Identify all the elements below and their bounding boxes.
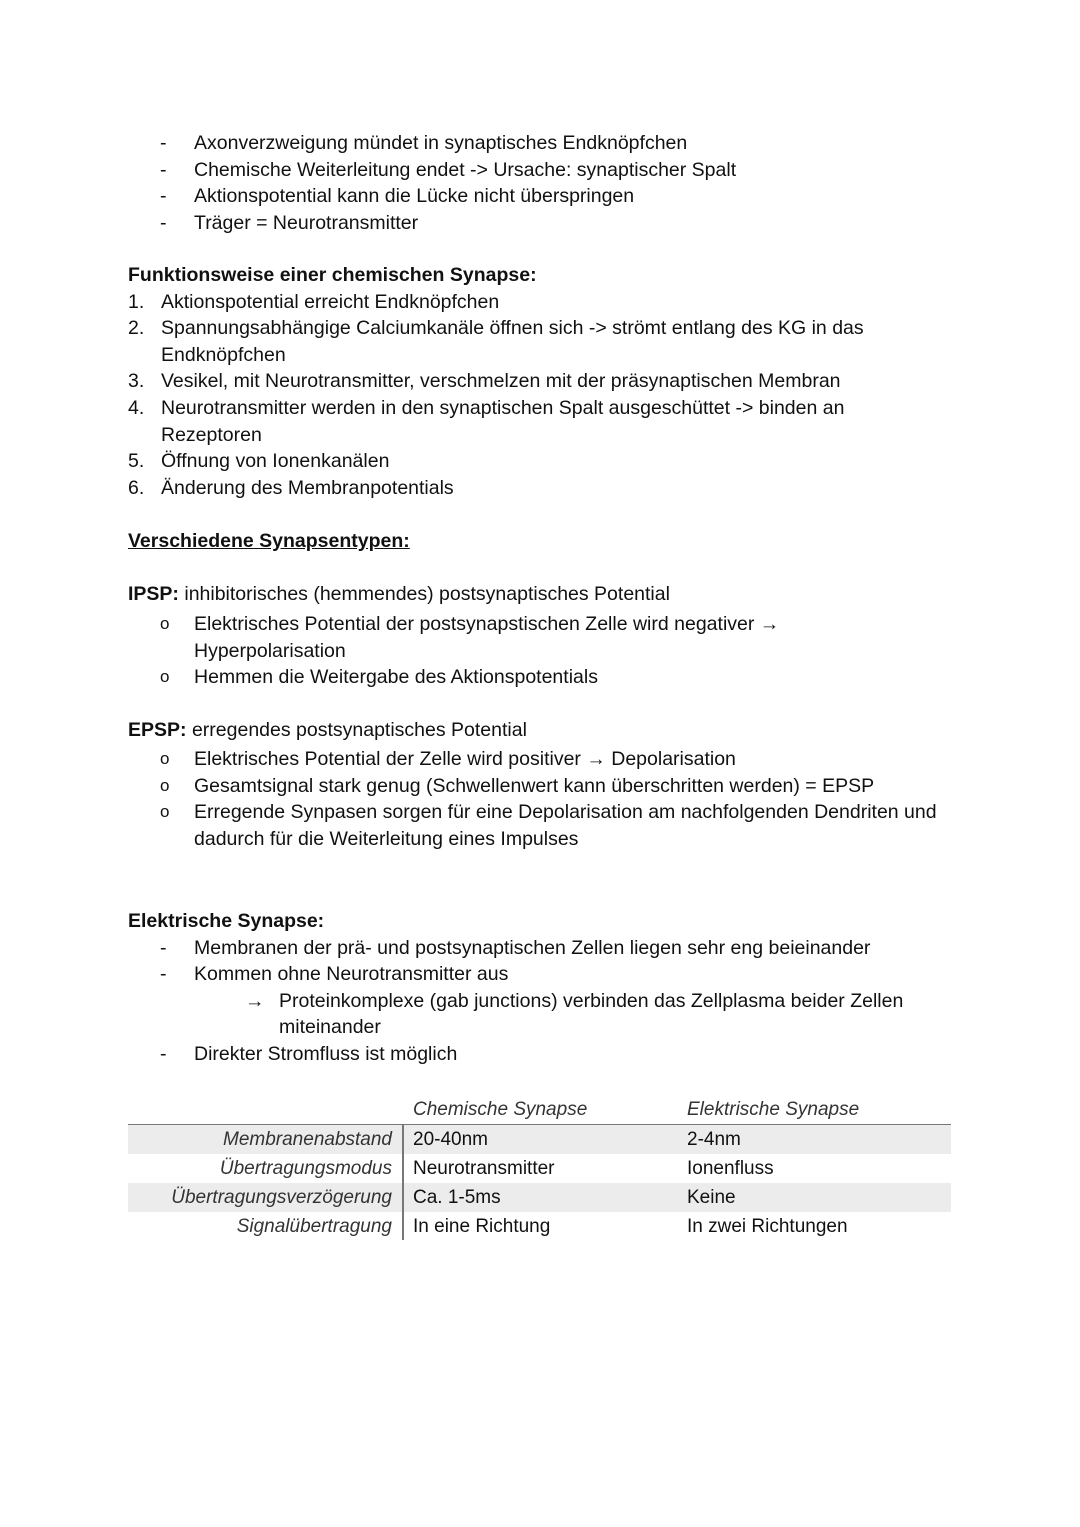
numbered-item-cont: Rezeptoren [161, 423, 262, 446]
section-heading: Verschiedene Synapsentypen: [128, 530, 410, 552]
list-item: o Hemmen die Weitergabe des Aktionspotentials [160, 666, 598, 689]
row-label: Übertragungsverzögerung [171, 1187, 392, 1208]
column-header: Chemische Synapse [413, 1099, 588, 1120]
numbered-item: 3. Vesikel, mit Neurotransmitter, verschmelzen mit der präsynaptischen Membran [128, 370, 841, 393]
intro-bullet-list [0, 130, 1080, 236]
table-row: Membranenabstand 20-40nm 2-4nm [128, 1125, 951, 1154]
epsp-bullets [0, 746, 1080, 852]
comparison-table [128, 1094, 951, 1241]
table-header [128, 1094, 951, 1125]
list-item: o Elektrisches Potential der postsynapstischen Zelle wird negativer → [160, 613, 780, 635]
list-item: o Gesamtsignal stark genug (Schwellenwert kann überschritten werden) = EPSP [160, 774, 875, 797]
epsp-definition: EPSP: erregendes postsynaptisches Potential [128, 719, 527, 741]
section-heading: Funktionsweise einer chemischen Synapse: [128, 264, 537, 286]
table-divider [402, 1124, 404, 1240]
numbered-item: 5. Öffnung von Ionenkanälen [128, 450, 390, 473]
table-row: Übertragungsverzögerung Ca. 1-5ms Keine [128, 1183, 951, 1212]
section-heading: Elektrische Synapse: [128, 910, 325, 932]
sub-list-item-cont: miteinander [279, 1016, 381, 1039]
ipsp-block [0, 581, 1080, 608]
list-item: - Aktionspotential kann die Lücke nicht überspringen [160, 185, 635, 208]
list-item-cont: Hyperpolarisation [194, 639, 346, 662]
sub-list-item: → Proteinkomplexe (gab junctions) verbinden das Zellplasma beider Zellen [0, 988, 1080, 1015]
list-item: o Erregende Synpasen sorgen für eine Depolarisation am nachfolgenden Dendriten und [160, 801, 937, 824]
ipsp-bullets [0, 611, 1080, 691]
list-item-cont: dadurch für die Weiterleitung eines Impulses [194, 827, 579, 850]
epsp-block [0, 717, 1080, 744]
numbered-item: 1. Aktionspotential erreicht Endknöpfchen [128, 290, 500, 313]
list-item: - Kommen ohne Neurotransmitter aus [160, 963, 509, 986]
ipsp-definition: IPSP: inhibitorisches (hemmendes) postsynaptisches Potential [128, 583, 670, 605]
list-item: - Chemische Weiterleitung endet -> Ursache: synaptischer Spalt [160, 158, 737, 181]
funktionsweise-section [0, 262, 1080, 501]
synapsentypen-section [0, 528, 1080, 555]
numbered-item: 4. Neurotransmitter werden in den synaptischen Spalt ausgeschüttet -> binden an [128, 396, 845, 419]
list-item: - Träger = Neurotransmitter [160, 211, 419, 234]
list-item: - Direkter Stromfluss ist möglich [160, 1042, 458, 1065]
table-row: Signalübertragung In eine Richtung In zwei Richtungen [128, 1212, 951, 1241]
table-row: Übertragungsmodus Neurotransmitter Ionenfluss [128, 1154, 951, 1183]
list-item: o Elektrisches Potential der Zelle wird positiver → Depolarisation [160, 748, 736, 770]
row-label: Übertragungsmodus [219, 1158, 392, 1179]
numbered-item-cont: Endknöpfchen [161, 343, 286, 366]
elektrische-synapse-section [0, 908, 1080, 1068]
list-item: - Axonverzweigung mündet in synaptisches Endknöpfchen [160, 132, 688, 154]
row-label: Membranenabstand [223, 1129, 392, 1150]
column-header: Elektrische Synapse [687, 1099, 860, 1120]
row-label: Signalübertragung [236, 1216, 392, 1237]
numbered-item: 6. Änderung des Membranpotentials [128, 476, 454, 499]
arrow-right-icon: → [245, 989, 265, 1012]
list-item: - Membranen der prä- und postsynaptischen Zellen liegen sehr eng beieinander [160, 936, 871, 959]
numbered-item: 2. Spannungsabhängige Calciumkanäle öffnen sich -> strömt entlang des KG in das [128, 317, 864, 340]
